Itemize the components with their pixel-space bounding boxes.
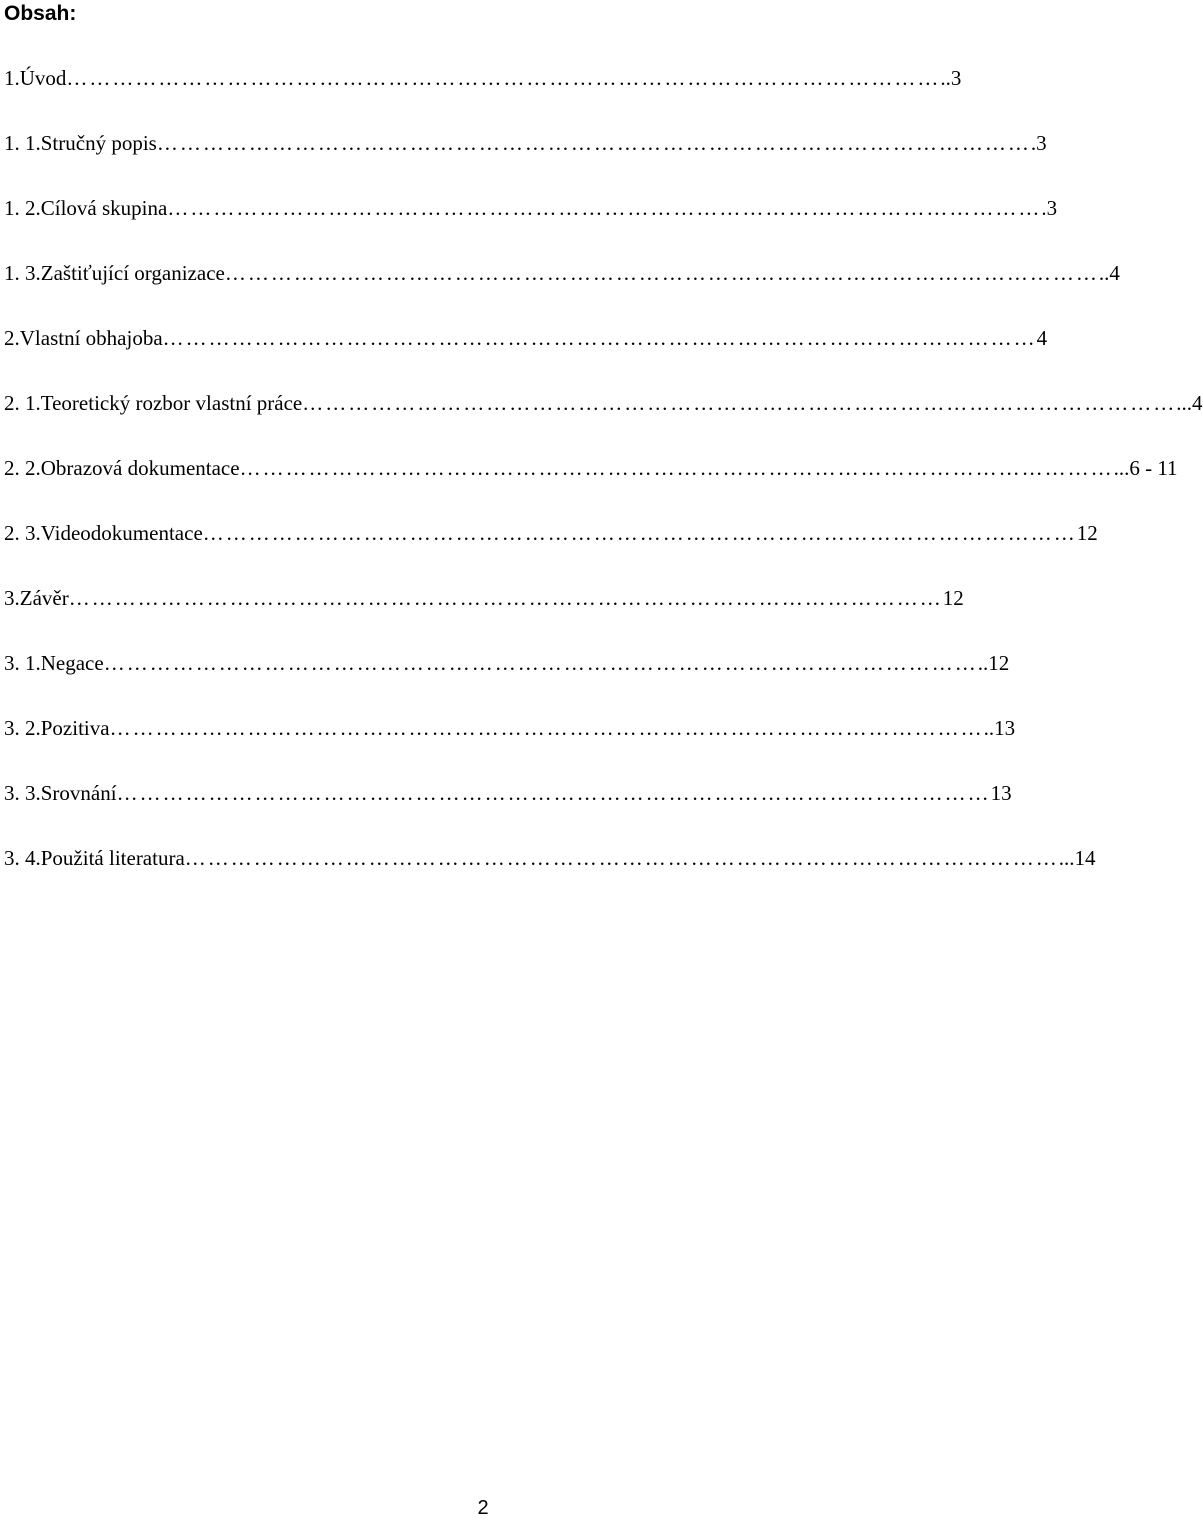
toc-entry-videodokumentace <box>4 516 1098 581</box>
toc-entry-number: 2. <box>4 326 20 350</box>
toc-leader-dots: …………………………………………………………………………………………………… <box>156 131 1031 155</box>
toc-entry-srovnani <box>4 776 1012 841</box>
toc-leader-dots: …………………………………………………………………………………………………… <box>103 651 978 675</box>
toc-entry-title: Videodokumentace <box>40 521 203 545</box>
toc-entry-page: 12 <box>942 586 964 610</box>
toc-entry-page: ..3 <box>940 66 962 90</box>
toc-entry-title: Závěr <box>19 586 69 610</box>
toc-leader-dots: …………………………………………………………………………………………………… <box>224 261 1099 285</box>
toc-entry-strucny-popis <box>4 126 1047 191</box>
toc-entry-number: 2. 3. <box>4 521 41 545</box>
toc-entry-zastitujici-organizace <box>4 256 1120 321</box>
toc-entry-page: ...14 <box>1058 846 1096 870</box>
toc-entry-number: 2. 2. <box>4 456 41 480</box>
toc-entry-title: Srovnání <box>40 781 117 805</box>
toc-leader-dots: …………………………………………………………………………………………………… <box>68 586 943 610</box>
page-number: 2 <box>477 1497 489 1519</box>
toc-entry-negace <box>4 646 1010 711</box>
toc-leader-dots: …………………………………………………………………………………………………… <box>162 326 1037 350</box>
table-of-contents <box>4 61 1203 906</box>
toc-entry-cilova-skupina <box>4 191 1058 256</box>
toc-entry-page: ..4 <box>1098 261 1120 285</box>
toc-entry-title: Zaštiťující organizace <box>40 261 225 285</box>
toc-entry-zaver <box>4 581 964 646</box>
toc-entry-page: ..13 <box>983 716 1016 740</box>
toc-heading: Obsah: <box>4 2 77 25</box>
toc-entry-number: 3. 3. <box>4 781 41 805</box>
toc-leader-dots: …………………………………………………………………………………………………… <box>302 391 1177 415</box>
toc-entry-uvod <box>4 61 962 126</box>
toc-entry-vlastni-obhajoba <box>4 321 1048 386</box>
toc-entry-title: Použitá literatura <box>40 846 185 870</box>
toc-entry-number: 3. 1. <box>4 651 41 675</box>
toc-entry-title: Obrazová dokumentace <box>40 456 240 480</box>
toc-entry-pozitiva <box>4 711 1016 776</box>
toc-entry-page: 12 <box>1076 521 1098 545</box>
toc-entry-number: 3. 2. <box>4 716 41 740</box>
toc-entry-pouzita-literatura <box>4 841 1096 906</box>
toc-entry-title: Vlastní obhajoba <box>19 326 163 350</box>
toc-entry-number: 1. <box>4 66 20 90</box>
toc-entry-page: .3 <box>1030 131 1047 155</box>
toc-entry-title: Teoretický rozbor vlastní práce <box>40 391 303 415</box>
toc-entry-teoreticky-rozbor <box>4 386 1203 451</box>
toc-entry-page: 4 <box>1036 326 1048 350</box>
toc-entry-number: 1. 2. <box>4 196 41 220</box>
toc-entry-page: 13 <box>990 781 1012 805</box>
toc-entry-title: Negace <box>40 651 104 675</box>
toc-leader-dots: …………………………………………………………………………………………………… <box>167 196 1042 220</box>
toc-entry-page: ..12 <box>977 651 1010 675</box>
toc-leader-dots: …………………………………………………………………………………………………… <box>239 456 1114 480</box>
toc-leader-dots: …………………………………………………………………………………………………… <box>202 521 1077 545</box>
toc-entry-title: Cílová skupina <box>40 196 168 220</box>
toc-leader-dots: …………………………………………………………………………………………………… <box>184 846 1059 870</box>
toc-entry-title: Úvod <box>19 66 67 90</box>
toc-leader-dots: …………………………………………………………………………………………………… <box>109 716 984 740</box>
toc-entry-page: ...6 - 11 <box>1113 456 1178 480</box>
toc-entry-title: Pozitiva <box>40 716 110 740</box>
toc-entry-page: ...4 <box>1176 391 1203 415</box>
toc-entry-number: 2. 1. <box>4 391 41 415</box>
toc-entry-page: .3 <box>1041 196 1058 220</box>
toc-entry-number: 3. <box>4 586 20 610</box>
toc-entry-number: 1. 1. <box>4 131 41 155</box>
toc-entry-title: Stručný popis <box>40 131 157 155</box>
toc-entry-number: 1. 3. <box>4 261 41 285</box>
toc-leader-dots: …………………………………………………………………………………………………… <box>66 66 941 90</box>
toc-entry-obrazova-dokumentace <box>4 451 1178 516</box>
toc-leader-dots: …………………………………………………………………………………………………… <box>116 781 991 805</box>
toc-entry-number: 3. 4. <box>4 846 41 870</box>
